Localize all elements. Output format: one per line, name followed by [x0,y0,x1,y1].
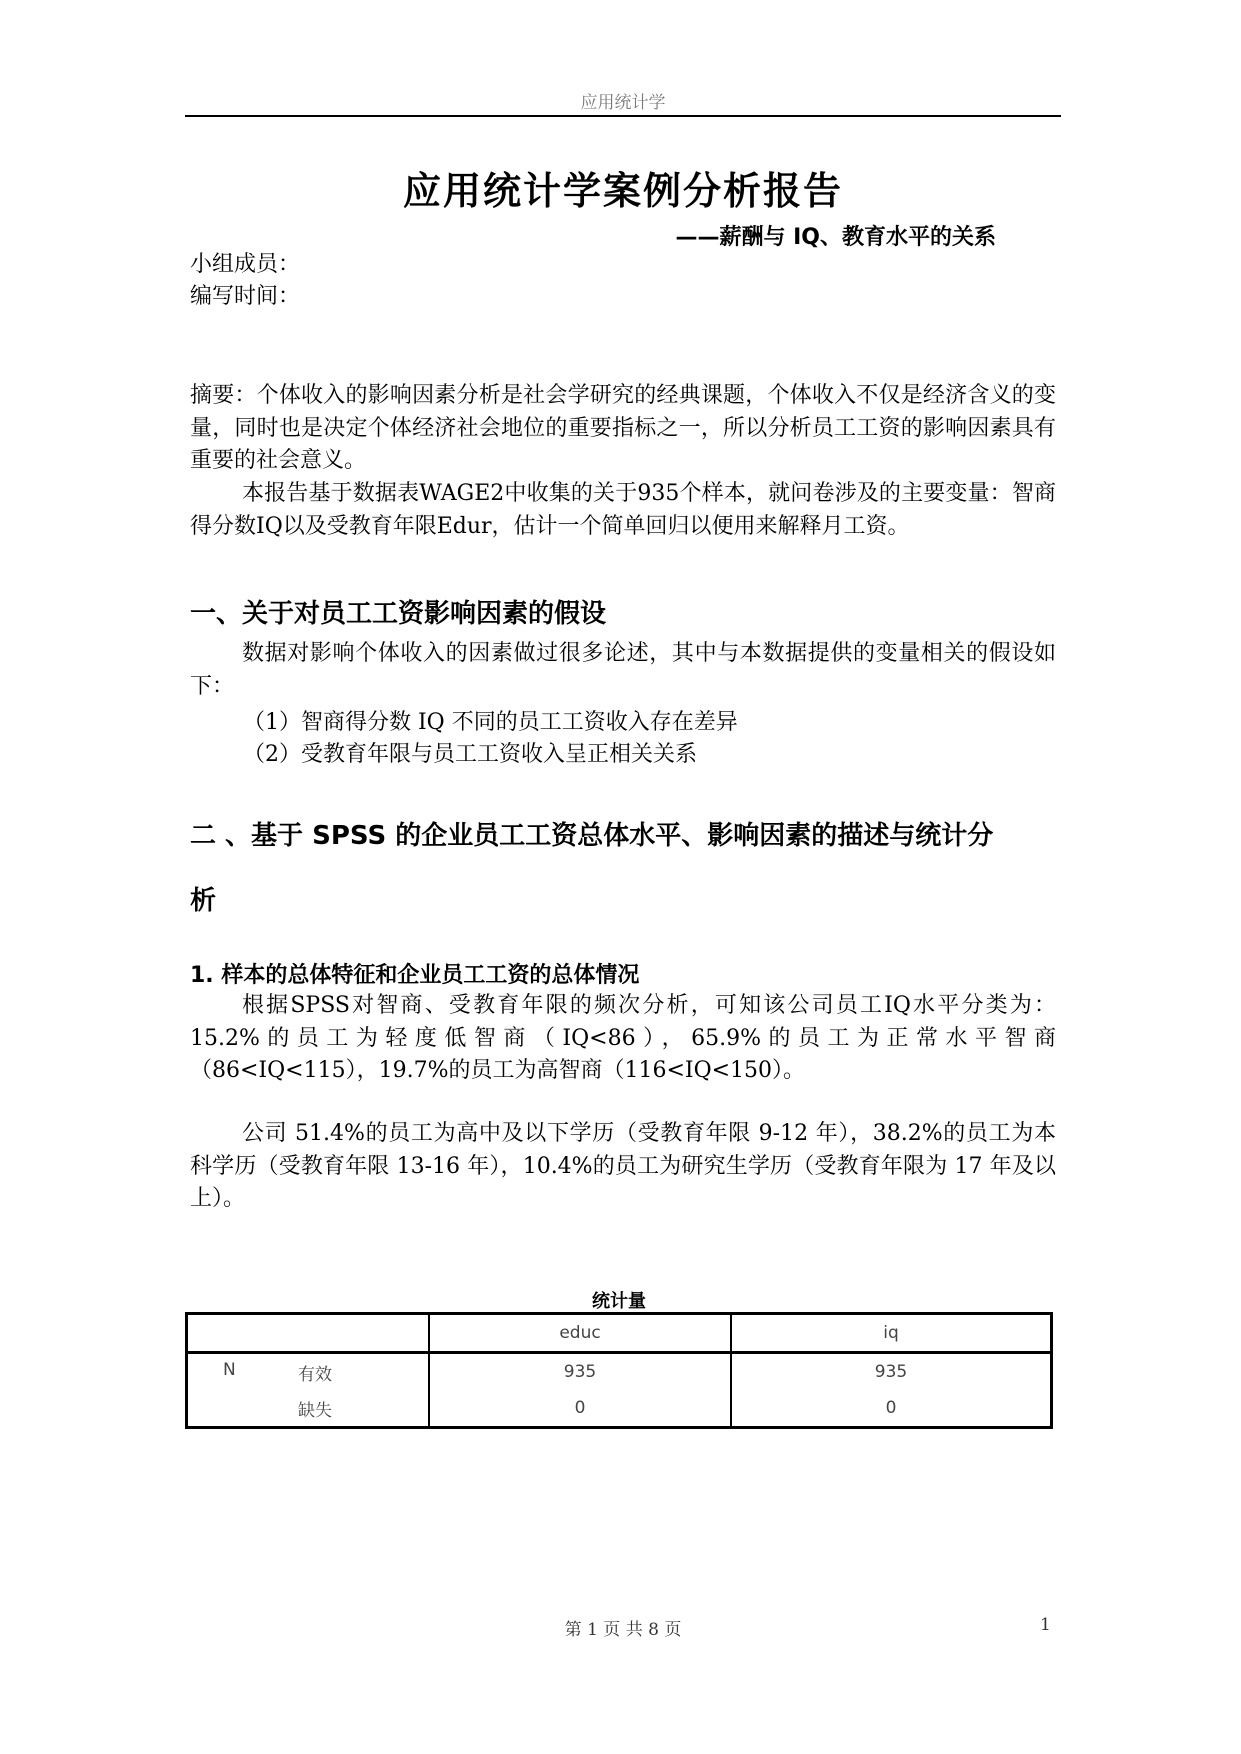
row-group-label: N [223,1359,236,1380]
report-title: 应用统计学案例分析报告 [402,169,843,213]
members-label: 小组成员： [190,252,301,277]
table-row [187,1390,1052,1428]
page-number: 1 [1040,1615,1051,1635]
cell-educ: 0 [429,1390,731,1428]
column-header-iq: iq [731,1314,1052,1353]
row-label: 缺失 [298,1400,332,1421]
page-footer: 第 1 页 共 8 页 [564,1620,682,1640]
section2-heading: 二 、基于 SPSS 的企业员工工资总体水平、影响因素的描述与统计分 [190,821,994,851]
abstract-data-paragraph: 本报告基于数据表WAGE2中收集的关于935个样本，就问卷涉及的主要变量：智商得分数IQ以及受教育年限Edur，估计一个简单回归以便用来解释月工资。 [190,481,1056,539]
abstract-paragraph: 摘要：个体收入的影响因素分析是社会学研究的经典课题，个体收入不仅是经济含义的变量，同时也是决定个体经济社会地位的重要指标之一，所以分析员工工资的影响因素具有重要的社会意义。 [190,383,1056,473]
row-group-label [188,1396,298,1421]
cell-educ: 935 [429,1353,731,1391]
statistics-table [185,1312,1053,1429]
hypothesis-item: （1）智商得分数 IQ 不同的员工工资收入存在差异 [243,710,738,735]
table-header-row [187,1314,1052,1353]
cell-iq: 0 [885,1398,897,1418]
hypothesis-item: （2）受教育年限与员工工资收入呈正相关关系 [243,742,697,767]
cell-iq: 935 [874,1362,908,1382]
report-subtitle: ——薪酬与 IQ、教育水平的关系 [675,225,996,250]
iq-distribution-paragraph: 根据SPSS对智商、受教育年限的频次分析，可知该公司员工IQ水平分类为：15.2%的员工为轻度低智商（IQ<86），65.9%的员工为正常水平智商（86<IQ<115），19.7%的员工为高智商（116<IQ<150）。 [190,993,1056,1083]
education-distribution-paragraph: 公司 51.4%的员工为高中及以下学历（受教育年限 9-12 年），38.2%的员工为本科学历（受教育年限 13-16 年），10.4%的员工为研究生学历（受教育年限为 17 年及以上）。 [190,1121,1056,1211]
running-header: 应用统计学 [580,93,666,113]
table-header-stub [187,1314,430,1353]
header-rule [185,115,1061,117]
date-label: 编写时间： [190,284,301,309]
section1-intro: 数据对影响个体收入的因素做过很多论述，其中与本数据提供的变量相关的假设如下： [190,641,1056,699]
section1-heading: 一、关于对员工工资影响因素的假设 [190,599,607,629]
column-header-educ: educ [429,1314,731,1353]
row-label: 有效 [298,1364,332,1385]
section2-heading-cont: 析 [190,886,217,916]
subsection-heading: 1. 样本的总体特征和企业员工工资的总体情况 [190,963,640,988]
table-caption: 统计量 [592,1291,646,1312]
table-row [187,1353,1052,1391]
